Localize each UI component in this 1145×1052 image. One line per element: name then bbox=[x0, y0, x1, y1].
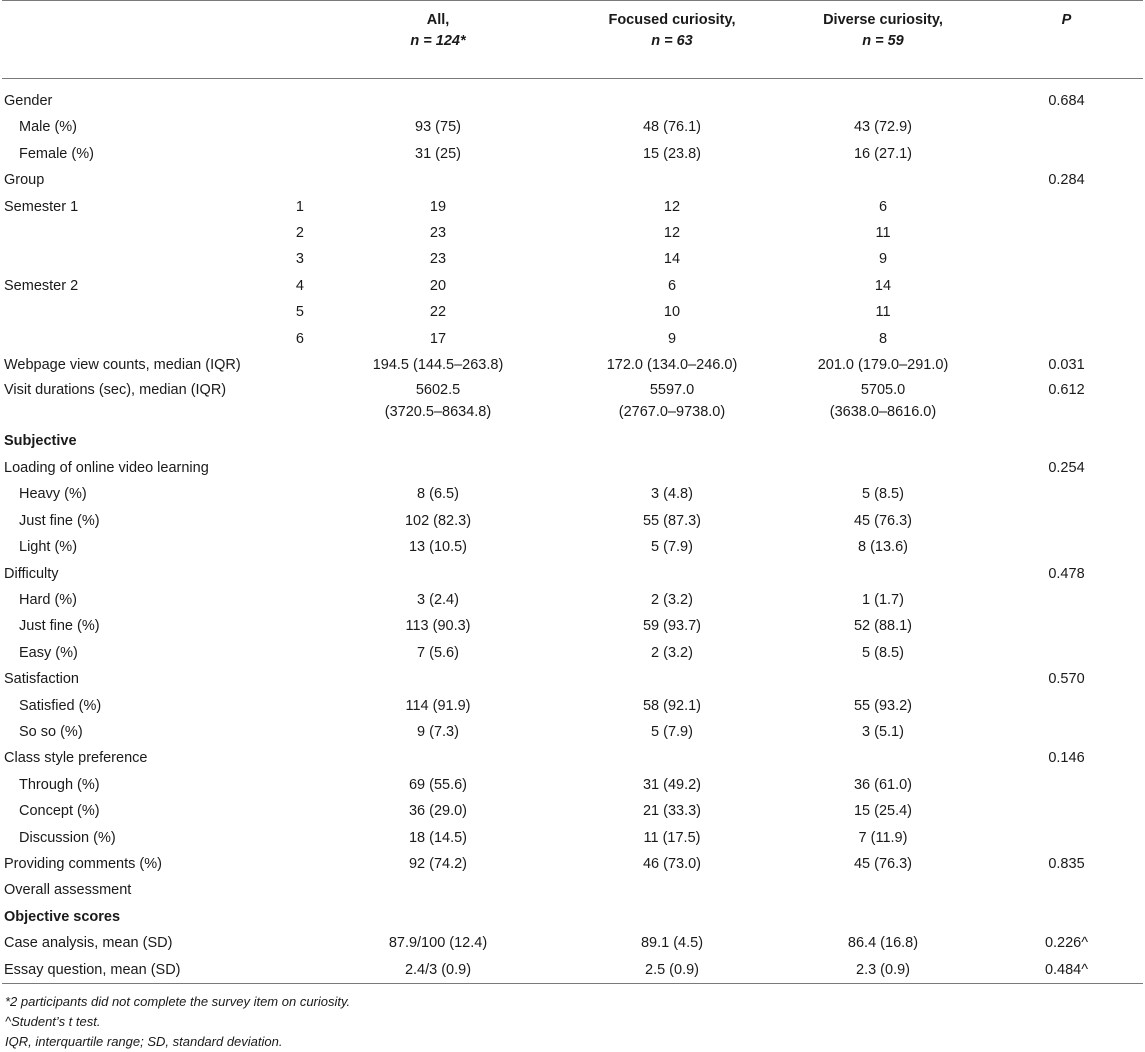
cell-p-value: 0.570 bbox=[1048, 671, 1085, 688]
table-row bbox=[2, 772, 1143, 798]
cell-focused-line1: 5597.0 bbox=[649, 382, 695, 399]
cell-all: 8 (6.5) bbox=[417, 486, 459, 503]
row-subgroup bbox=[264, 455, 308, 481]
cell-p-value: 0.226^ bbox=[1044, 935, 1089, 952]
row-subgroup bbox=[264, 114, 308, 140]
table-row bbox=[2, 640, 1143, 666]
cell-focused: 2 (3.2) bbox=[651, 591, 693, 608]
row-subgroup bbox=[264, 693, 308, 719]
cell-p-value: 0.284 bbox=[1048, 172, 1085, 189]
row-label: Semester 1 bbox=[4, 198, 79, 215]
cell-all: 93 (75) bbox=[415, 119, 461, 136]
header-all-n: n = 124* bbox=[410, 33, 466, 49]
footnote: *2 participants did not complete the survey item on curiosity. bbox=[5, 994, 351, 1009]
cell-focused bbox=[568, 666, 776, 692]
row-subgroup bbox=[264, 561, 308, 587]
cell-diverse: 9 bbox=[878, 251, 888, 268]
cell-all bbox=[308, 79, 568, 115]
cell-diverse: 2.3 (0.9) bbox=[856, 961, 910, 978]
table-row bbox=[2, 957, 1143, 984]
cell-p-value bbox=[990, 719, 1143, 745]
row-label: Concept (%) bbox=[19, 803, 100, 820]
table-row bbox=[2, 587, 1143, 613]
cell-focused: 46 (73.0) bbox=[642, 855, 702, 872]
cell-p-value: 0.031 bbox=[1048, 357, 1085, 374]
cell-all: 194.5 (144.5–263.8) bbox=[372, 357, 504, 374]
row-subgroup bbox=[264, 877, 308, 903]
table-row bbox=[2, 141, 1143, 167]
cell-all: 102 (82.3) bbox=[404, 512, 472, 529]
cell-focused bbox=[568, 455, 776, 481]
cell-diverse bbox=[776, 561, 990, 587]
cell-diverse: 11 bbox=[875, 225, 891, 242]
row-label: Difficulty bbox=[4, 565, 59, 582]
row-subgroup: 1 bbox=[295, 198, 304, 215]
table-row bbox=[2, 79, 1143, 115]
cell-diverse bbox=[776, 167, 990, 193]
row-subgroup: 6 bbox=[295, 330, 304, 347]
row-label: Objective scores bbox=[4, 908, 121, 925]
header-p bbox=[990, 1, 1143, 79]
cell-diverse: 8 (13.6) bbox=[858, 539, 908, 556]
cell-p-value bbox=[990, 640, 1143, 666]
cell-focused bbox=[568, 904, 776, 930]
table-row bbox=[2, 798, 1143, 824]
cell-focused: 14 bbox=[663, 251, 681, 268]
table-header bbox=[2, 1, 1143, 79]
row-label: Just fine (%) bbox=[19, 512, 100, 529]
row-subgroup bbox=[264, 79, 308, 115]
row-subgroup bbox=[264, 745, 308, 771]
row-label: Easy (%) bbox=[19, 644, 78, 661]
cell-all bbox=[308, 561, 568, 587]
cell-all: 20 bbox=[429, 277, 447, 294]
cell-all: 17 bbox=[429, 330, 447, 347]
cell-p-value bbox=[990, 772, 1143, 798]
row-label: Hard (%) bbox=[19, 591, 78, 608]
cell-all-line1: 5602.5 bbox=[415, 382, 461, 399]
cell-diverse bbox=[776, 378, 990, 428]
header-all bbox=[308, 1, 568, 79]
row-label: Webpage view counts, median (IQR) bbox=[4, 357, 241, 374]
cell-diverse: 43 (72.9) bbox=[853, 119, 913, 136]
cell-all: 19 bbox=[429, 198, 447, 215]
cell-all bbox=[308, 666, 568, 692]
table-row bbox=[2, 455, 1143, 481]
cell-p-value bbox=[990, 141, 1143, 167]
cell-diverse: 11 bbox=[875, 304, 891, 321]
cell-all: 31 (25) bbox=[415, 145, 461, 162]
cell-all: 13 (10.5) bbox=[408, 539, 468, 556]
footnotes bbox=[5, 992, 1143, 1052]
row-subgroup bbox=[264, 798, 308, 824]
cell-all: 18 (14.5) bbox=[408, 829, 468, 846]
cell-all: 3 (2.4) bbox=[417, 591, 459, 608]
cell-all: 2.4/3 (0.9) bbox=[404, 961, 472, 978]
cell-p-value bbox=[990, 613, 1143, 639]
table-body bbox=[2, 79, 1143, 984]
row-subgroup: 5 bbox=[295, 304, 304, 321]
header-focused bbox=[568, 1, 776, 79]
row-label: Subjective bbox=[4, 433, 77, 450]
row-subgroup bbox=[264, 825, 308, 851]
cell-diverse: 45 (76.3) bbox=[853, 855, 913, 872]
row-subgroup bbox=[264, 167, 308, 193]
cell-focused: 5 (7.9) bbox=[651, 539, 693, 556]
row-subgroup bbox=[264, 534, 308, 560]
cell-all: 23 bbox=[429, 225, 447, 242]
cell-focused bbox=[568, 745, 776, 771]
cell-focused: 21 (33.3) bbox=[642, 803, 702, 820]
demographics-table bbox=[2, 0, 1143, 984]
cell-p-value bbox=[990, 299, 1143, 325]
table-row bbox=[2, 167, 1143, 193]
cell-focused: 31 (49.2) bbox=[642, 776, 702, 793]
cell-diverse: 52 (88.1) bbox=[853, 618, 913, 635]
row-subgroup bbox=[264, 141, 308, 167]
row-subgroup: 3 bbox=[295, 251, 304, 268]
cell-all: 9 (7.3) bbox=[417, 723, 459, 740]
cell-all bbox=[308, 378, 568, 428]
cell-diverse: 45 (76.3) bbox=[853, 512, 913, 529]
cell-focused bbox=[568, 428, 776, 454]
row-subgroup bbox=[264, 613, 308, 639]
cell-all: 87.9/100 (12.4) bbox=[388, 935, 488, 952]
cell-diverse bbox=[776, 877, 990, 903]
cell-all bbox=[308, 745, 568, 771]
row-subgroup bbox=[264, 587, 308, 613]
row-label: Loading of online video learning bbox=[4, 459, 209, 476]
cell-diverse: 16 (27.1) bbox=[853, 145, 913, 162]
cell-p-value bbox=[990, 220, 1143, 246]
cell-diverse bbox=[776, 455, 990, 481]
cell-diverse: 1 (1.7) bbox=[862, 591, 904, 608]
cell-focused: 2.5 (0.9) bbox=[645, 961, 699, 978]
table-row bbox=[2, 719, 1143, 745]
cell-p-value bbox=[990, 825, 1143, 851]
cell-focused: 15 (23.8) bbox=[642, 145, 702, 162]
cell-diverse-line1: 5705.0 bbox=[860, 382, 906, 399]
cell-diverse-line2: (3638.0–8616.0) bbox=[829, 403, 937, 420]
cell-focused bbox=[568, 167, 776, 193]
cell-diverse: 14 bbox=[874, 277, 892, 294]
table-row bbox=[2, 534, 1143, 560]
row-label: Through (%) bbox=[19, 776, 100, 793]
row-subgroup bbox=[264, 378, 308, 428]
row-label: Overall assessment bbox=[4, 882, 132, 899]
header-diverse-title: Diverse curiosity, bbox=[823, 12, 943, 28]
cell-all bbox=[308, 877, 568, 903]
header-sub-col bbox=[264, 1, 308, 79]
header-p-label: P bbox=[1061, 12, 1072, 28]
row-label bbox=[2, 299, 264, 325]
table-row bbox=[2, 194, 1143, 220]
cell-diverse: 36 (61.0) bbox=[853, 776, 913, 793]
cell-diverse: 8 bbox=[878, 330, 888, 347]
row-subgroup bbox=[264, 904, 308, 930]
table-row bbox=[2, 299, 1143, 325]
cell-diverse: 6 bbox=[878, 198, 888, 215]
table-row bbox=[2, 745, 1143, 771]
row-subgroup bbox=[264, 428, 308, 454]
table-row bbox=[2, 561, 1143, 587]
footnote: ^Student’s t test. bbox=[5, 1014, 101, 1029]
header-label-col bbox=[2, 1, 264, 79]
table-row bbox=[2, 851, 1143, 877]
cell-diverse: 5 (8.5) bbox=[862, 644, 904, 661]
cell-p-value: 0.478 bbox=[1048, 565, 1085, 582]
table-row bbox=[2, 114, 1143, 140]
cell-all bbox=[308, 167, 568, 193]
cell-p-value bbox=[990, 693, 1143, 719]
cell-all bbox=[308, 904, 568, 930]
cell-p-value bbox=[990, 587, 1143, 613]
row-label: Group bbox=[4, 172, 45, 189]
row-subgroup bbox=[264, 508, 308, 534]
row-subgroup bbox=[264, 352, 308, 378]
table-row bbox=[2, 273, 1143, 299]
row-label: Male (%) bbox=[19, 119, 78, 136]
cell-all bbox=[308, 428, 568, 454]
cell-all: 69 (55.6) bbox=[408, 776, 468, 793]
cell-diverse: 86.4 (16.8) bbox=[847, 935, 919, 952]
row-label: So so (%) bbox=[19, 723, 83, 740]
header-diverse-n: n = 59 bbox=[862, 33, 904, 49]
cell-focused: 12 bbox=[663, 198, 681, 215]
row-label bbox=[2, 326, 264, 352]
table-row bbox=[2, 246, 1143, 272]
cell-diverse: 7 (11.9) bbox=[858, 829, 908, 846]
cell-all: 23 bbox=[429, 251, 447, 268]
cell-p-value bbox=[990, 246, 1143, 272]
cell-all: 22 bbox=[429, 304, 447, 321]
table-row bbox=[2, 904, 1143, 930]
row-subgroup bbox=[264, 481, 308, 507]
cell-focused: 12 bbox=[663, 225, 681, 242]
row-subgroup: 4 bbox=[295, 277, 304, 294]
header-diverse bbox=[776, 1, 990, 79]
row-label: Satisfied (%) bbox=[19, 697, 102, 714]
row-subgroup bbox=[264, 957, 308, 984]
cell-all: 114 (91.9) bbox=[405, 697, 471, 714]
cell-focused: 2 (3.2) bbox=[651, 644, 693, 661]
cell-focused: 9 bbox=[667, 330, 677, 347]
cell-p-value bbox=[990, 798, 1143, 824]
row-label bbox=[2, 246, 264, 272]
cell-all: 36 (29.0) bbox=[408, 803, 468, 820]
header-focused-title: Focused curiosity, bbox=[608, 12, 736, 28]
cell-focused: 89.1 (4.5) bbox=[640, 935, 704, 952]
cell-all: 113 (90.3) bbox=[405, 618, 471, 635]
row-subgroup bbox=[264, 719, 308, 745]
cell-diverse: 5 (8.5) bbox=[862, 486, 904, 503]
row-label: Case analysis, mean (SD) bbox=[4, 935, 173, 952]
cell-p-value bbox=[990, 114, 1143, 140]
row-subgroup: 2 bbox=[295, 225, 304, 242]
table-row bbox=[2, 508, 1143, 534]
table-row bbox=[2, 930, 1143, 956]
row-label: Essay question, mean (SD) bbox=[4, 961, 181, 978]
table-row bbox=[2, 693, 1143, 719]
cell-focused bbox=[568, 79, 776, 115]
cell-focused: 10 bbox=[663, 304, 681, 321]
row-subgroup bbox=[264, 666, 308, 692]
cell-p-value bbox=[990, 194, 1143, 220]
cell-p-value bbox=[990, 534, 1143, 560]
row-label bbox=[2, 220, 264, 246]
table-row bbox=[2, 428, 1143, 454]
table-row bbox=[2, 666, 1143, 692]
header-all-title: All, bbox=[426, 12, 450, 28]
cell-focused bbox=[568, 378, 776, 428]
cell-all: 7 (5.6) bbox=[417, 644, 459, 661]
cell-p-value: 0.254 bbox=[1048, 459, 1085, 476]
cell-p-value bbox=[990, 904, 1143, 930]
header-focused-n: n = 63 bbox=[651, 33, 693, 49]
table-row bbox=[2, 352, 1143, 378]
cell-p-value bbox=[990, 428, 1143, 454]
cell-focused: 6 bbox=[667, 277, 677, 294]
cell-p-value bbox=[990, 326, 1143, 352]
cell-all: 92 (74.2) bbox=[408, 855, 468, 872]
row-label: Light (%) bbox=[19, 539, 78, 556]
row-subgroup bbox=[264, 930, 308, 956]
row-label: Class style preference bbox=[4, 750, 148, 767]
table-row bbox=[2, 877, 1143, 903]
cell-focused: 59 (93.7) bbox=[642, 618, 702, 635]
cell-diverse bbox=[776, 745, 990, 771]
cell-diverse bbox=[776, 428, 990, 454]
row-label: Satisfaction bbox=[4, 671, 79, 688]
table-row bbox=[2, 378, 1143, 428]
cell-focused: 58 (92.1) bbox=[642, 697, 702, 714]
cell-diverse: 201.0 (179.0–291.0) bbox=[817, 357, 949, 374]
cell-p-value: 0.684 bbox=[1048, 93, 1085, 109]
footnote: IQR, interquartile range; SD, standard deviation. bbox=[5, 1034, 283, 1049]
cell-focused bbox=[568, 561, 776, 587]
row-label: Discussion (%) bbox=[19, 829, 116, 846]
cell-all-line2: (3720.5–8634.8) bbox=[384, 403, 492, 420]
row-label: Visit durations (sec), median (IQR) bbox=[4, 382, 227, 399]
cell-p-value bbox=[990, 877, 1143, 903]
table-figure bbox=[2, 0, 1143, 1052]
cell-diverse bbox=[776, 79, 990, 115]
row-label: Female (%) bbox=[19, 145, 94, 162]
row-subgroup bbox=[264, 772, 308, 798]
cell-diverse: 3 (5.1) bbox=[862, 723, 904, 740]
table-row bbox=[2, 220, 1143, 246]
row-label: Providing comments (%) bbox=[4, 855, 162, 872]
row-subgroup bbox=[264, 851, 308, 877]
cell-p-value bbox=[990, 481, 1143, 507]
cell-diverse: 15 (25.4) bbox=[853, 803, 913, 820]
cell-focused bbox=[568, 877, 776, 903]
cell-p-value: 0.835 bbox=[1048, 855, 1085, 872]
cell-diverse: 55 (93.2) bbox=[853, 697, 913, 714]
cell-focused: 3 (4.8) bbox=[651, 486, 693, 503]
table-row bbox=[2, 481, 1143, 507]
cell-p-value: 0.484^ bbox=[1044, 961, 1089, 978]
cell-focused: 55 (87.3) bbox=[642, 512, 702, 529]
cell-focused: 48 (76.1) bbox=[642, 119, 702, 136]
cell-focused: 172.0 (134.0–246.0) bbox=[606, 357, 738, 374]
cell-diverse bbox=[776, 666, 990, 692]
row-label: Just fine (%) bbox=[19, 618, 100, 635]
cell-diverse bbox=[776, 904, 990, 930]
cell-focused-line2: (2767.0–9738.0) bbox=[618, 403, 726, 420]
cell-p-value: 0.146 bbox=[1048, 750, 1085, 767]
cell-p-value bbox=[990, 508, 1143, 534]
row-label: Semester 2 bbox=[4, 277, 79, 294]
cell-all bbox=[308, 455, 568, 481]
row-subgroup bbox=[264, 640, 308, 666]
table-row bbox=[2, 326, 1143, 352]
cell-focused: 11 (17.5) bbox=[643, 829, 701, 846]
cell-p-value bbox=[990, 273, 1143, 299]
table-row bbox=[2, 613, 1143, 639]
table-row bbox=[2, 825, 1143, 851]
row-label: Heavy (%) bbox=[19, 486, 87, 503]
cell-p-value: 0.612 bbox=[1048, 382, 1085, 399]
cell-focused: 5 (7.9) bbox=[651, 723, 693, 740]
row-label: Gender bbox=[4, 93, 53, 109]
